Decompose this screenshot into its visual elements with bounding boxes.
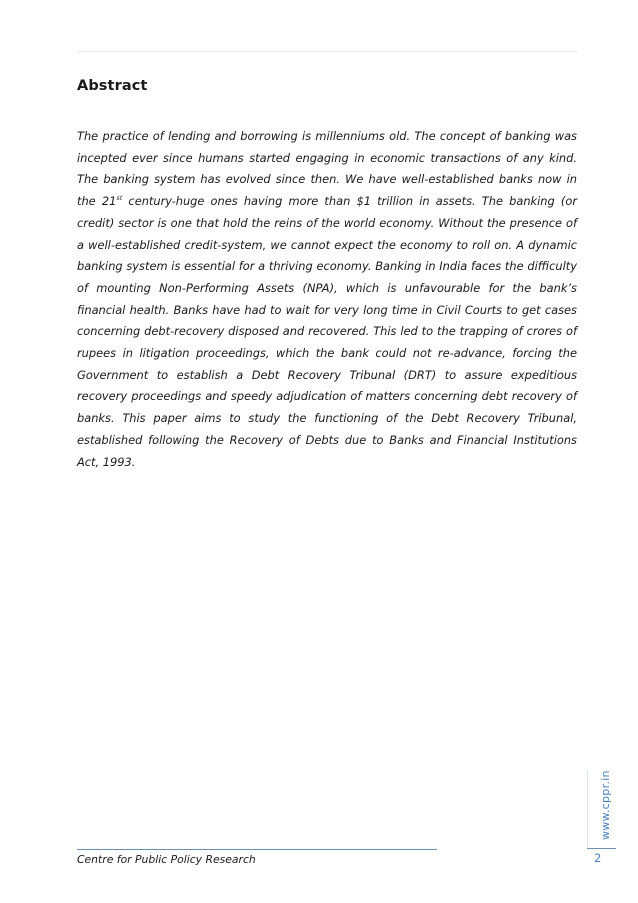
footer-divider [77, 849, 437, 850]
abstract-heading: Abstract [77, 78, 148, 94]
abstract-body [77, 126, 577, 473]
abstract-text-part1: The practice of lending and borrowing is millenniums old. The concept of banking was incepted ever since humans started engaging in economic transactions of any kind. The banking system has evolved since then. We have well-established banks now in the 21 [77, 129, 577, 209]
website-link[interactable]: www.cppr.in [599, 770, 612, 840]
side-divider-vertical [587, 770, 588, 848]
footer-organization: Centre for Public Policy Research [77, 853, 256, 866]
page-number: 2 [594, 851, 602, 865]
header-divider [77, 51, 577, 52]
abstract-text-part2: century-huge ones having more than $1 trillion in assets. The banking (or credit) sector is one that hold the reins of the world economy. Without the presence of a well-established credit-system, we cannot expect the economy to roll on. A dynamic banking system is essential for a thriving economy. Banking in India faces the difficulty of mounting Non-Performing Assets (NPA), which is unfavourable for the bank’s financial health. Banks have had to wait for very long time in Civil Courts to get cases concerning debt-recovery disposed and recovered. This led to the trapping of crores of rupees in litigation proceedings, which the bank could not re-advance, forcing the Government to establish a Debt Recovery Tribunal (DRT) to assure expeditious recovery proceedings and speedy adjudication of matters concerning debt recovery of banks. This paper aims to study the functioning of the Debt Recovery Tribunal, established following the Recovery of Debts due to Banks and Financial Institutions Act, 1993. [77, 194, 577, 469]
ordinal-superscript: st [116, 194, 123, 203]
side-divider-horizontal [587, 848, 616, 849]
